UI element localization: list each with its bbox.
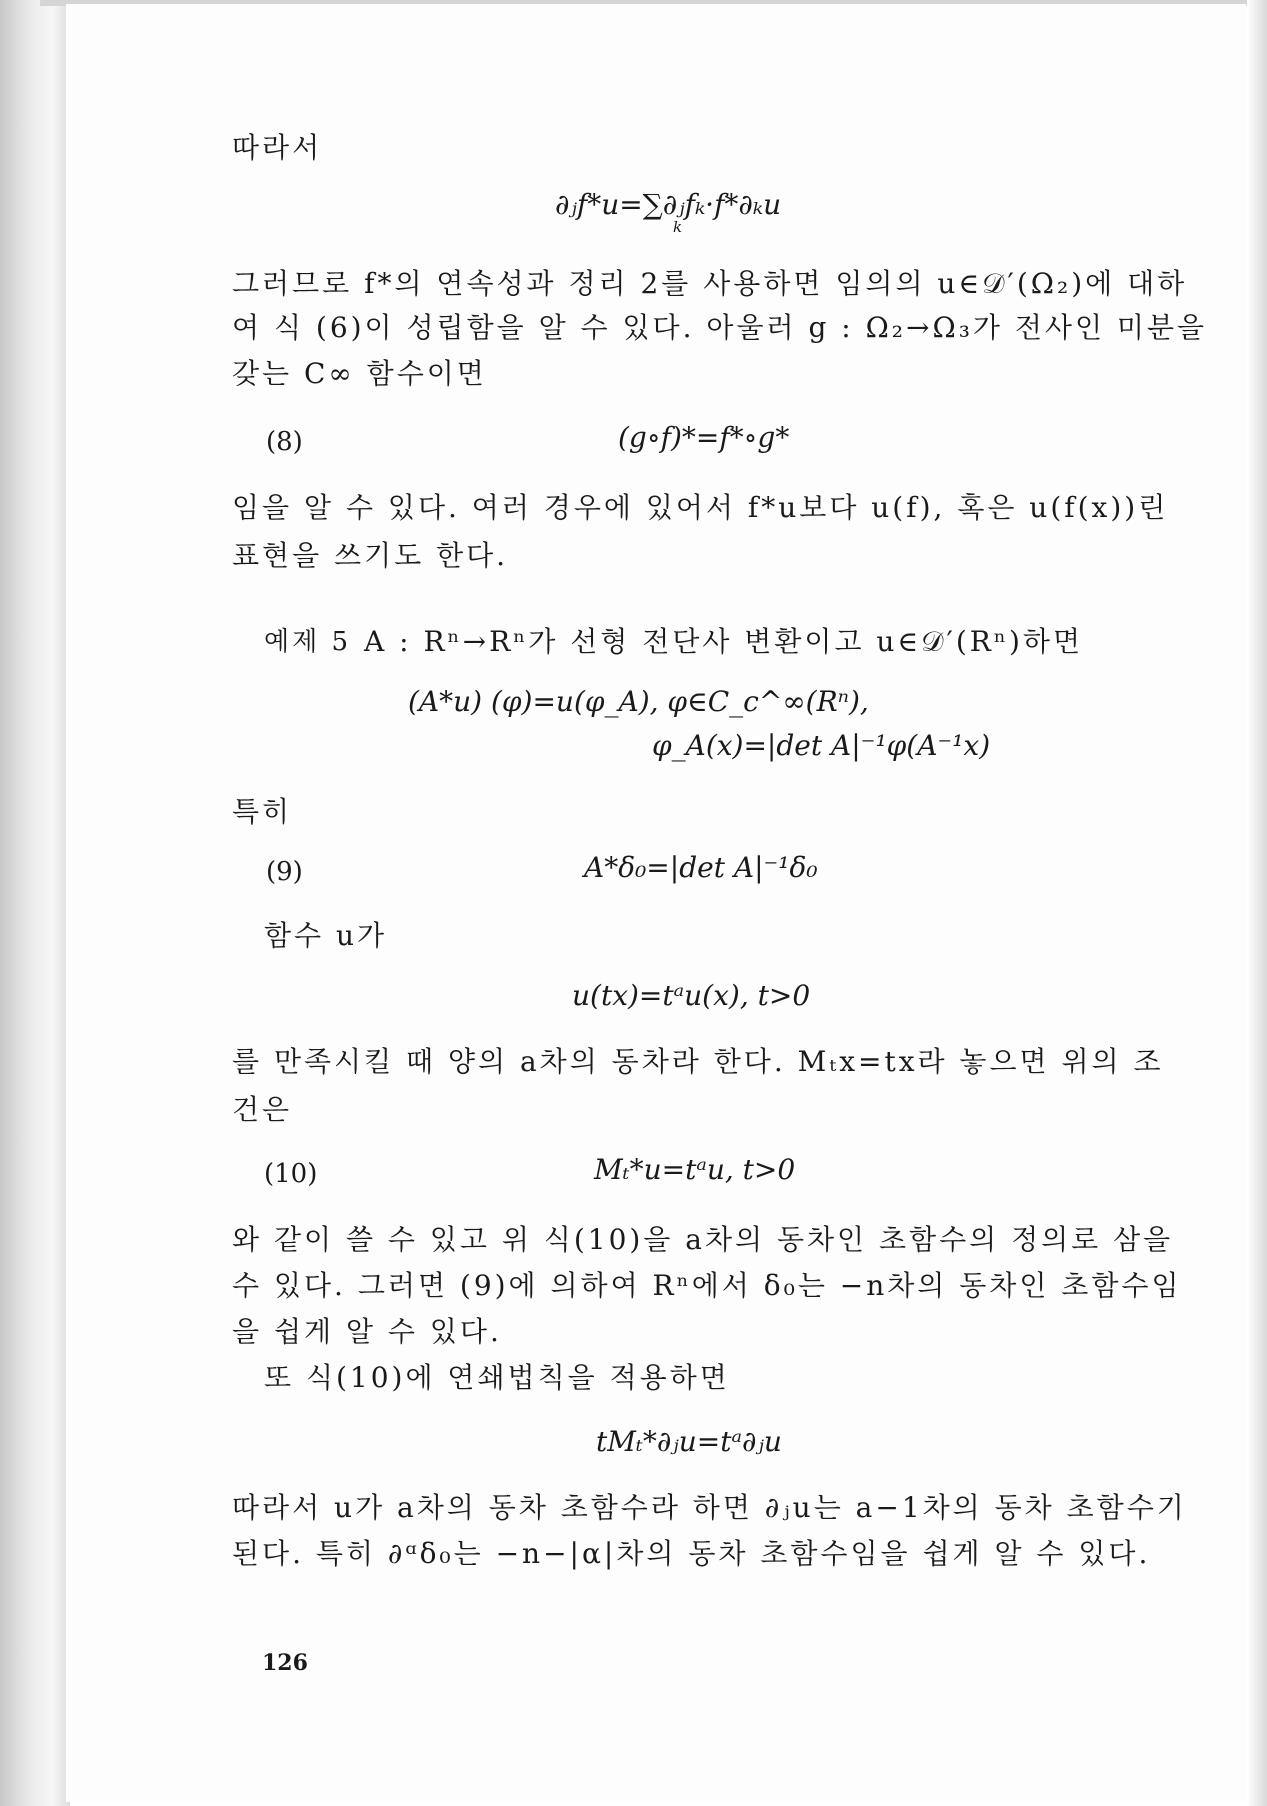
equation-number: (8) [266, 427, 303, 457]
book-spine-shadow [0, 0, 70, 1806]
paragraph-line: 수 있다. 그러면 (9)에 의하여 Rⁿ에서 δ₀는 −n차의 동차인 초함수임 [232, 1269, 1182, 1302]
example-text: A : Rⁿ→Rⁿ가 선형 전단사 변환이고 u∈𝒟′(Rⁿ)하면 [364, 625, 1083, 658]
equation: ∂ⱼf*u=∑∂ⱼfₖ·f*∂ₖu [555, 188, 782, 221]
equation: (g∘f)*=f*∘g* [618, 421, 790, 454]
paragraph-line: 따라서 u가 a차의 동차 초함수라 하면 ∂ⱼu는 a−1차의 동차 초함수기 [232, 1491, 1187, 1524]
paragraph-text: 함수 u가 [264, 919, 388, 952]
equation: (A*u) (φ)=u(φ_A), φ∈C_c^∞(Rⁿ), [408, 685, 869, 718]
example-label: 예제 5 [264, 627, 352, 657]
equation-number: (10) [264, 1159, 318, 1189]
page-right-edge [1247, 0, 1267, 1806]
equation: Mₜ*u=tᵃu, t>0 [594, 1153, 796, 1186]
page-number: 126 [262, 1650, 308, 1676]
paragraph-text: 또 식(10)에 연쇄법칙을 적용하면 [264, 1361, 730, 1394]
paragraph-line: 를 만족시킬 때 양의 a차의 동차라 한다. Mₜx=tx라 놓으면 위의 조 [232, 1045, 1164, 1078]
paragraph-line: 된다. 특히 ∂ᵅδ₀는 −n−|α|차의 동차 초함수임을 쉽게 알 수 있다. [232, 1537, 1151, 1570]
equation-subscript: k [673, 218, 683, 236]
equation: u(tx)=tᵃu(x), t>0 [572, 979, 811, 1012]
paragraph-text: 따라서 [232, 131, 323, 164]
paragraph-line: 임을 알 수 있다. 여러 경우에 있어서 f*u보다 u(f), 혹은 u(f(x))린 [232, 491, 1169, 524]
paragraph-line: 을 쉽게 알 수 있다. [232, 1315, 502, 1348]
paragraph-line: 그러므로 f*의 연속성과 정리 2를 사용하면 임의의 u∈𝒟′(Ω₂)에 대하 [232, 267, 1188, 300]
equation-number: (9) [266, 857, 303, 887]
paragraph-line: 여 식 (6)이 성립함을 알 수 있다. 아울러 g : Ω₂→Ω₃가 전사인 미분을 [232, 311, 1208, 344]
paragraph-line: 건은 [232, 1093, 293, 1126]
paragraph-text: 특히 [232, 795, 293, 828]
paragraph-line: 표현을 쓰기도 한다. [232, 539, 509, 572]
paragraph-line: 와 같이 쓸 수 있고 위 식(10)을 a차의 동차인 초함수의 정의로 삼을 [232, 1223, 1174, 1256]
equation: tMₜ*∂ⱼu=tᵃ∂ⱼu [596, 1425, 782, 1458]
paragraph-line: 갖는 C∞ 함수이면 [232, 357, 487, 390]
equation: φ_A(x)=|det A|⁻¹φ(A⁻¹x) [652, 729, 991, 762]
equation: A*δ₀=|det A|⁻¹δ₀ [584, 851, 818, 884]
